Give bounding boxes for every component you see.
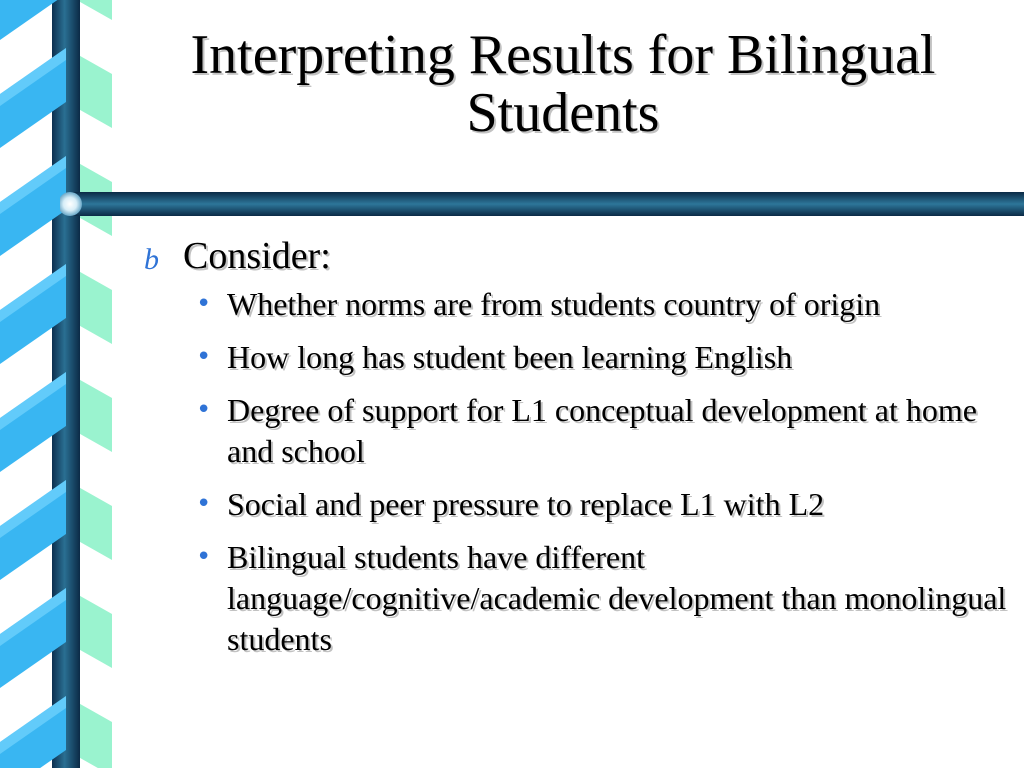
- list-item-text: How long has student been learning English: [227, 339, 793, 375]
- slide-title: Interpreting Results for Bilingual Students: [190, 24, 936, 144]
- curly-bullet-icon: b: [144, 243, 159, 276]
- list-item-text: Bilingual students have different language/cognitive/academic development than monolingual students: [227, 539, 1007, 657]
- bullet-dot-icon: •: [196, 289, 212, 319]
- bullet-consider: [140, 230, 1010, 282]
- title-underline-bar: [60, 190, 1024, 218]
- list-item-text: Whether norms are from students country of origin: [227, 286, 881, 322]
- bullet-dot-icon: •: [196, 542, 212, 572]
- decorative-ribbon: [0, 0, 112, 768]
- bullet-consider-text: Consider:: [183, 235, 331, 277]
- list-item: [140, 337, 1010, 378]
- list-item-text: Social and peer pressure to replace L1 with L2: [227, 486, 825, 522]
- list-item: [140, 537, 1010, 660]
- title-bar: [70, 192, 1024, 216]
- bullet-dot-icon: •: [196, 342, 212, 372]
- list-item-text: Degree of support for L1 conceptual development at home and school: [227, 392, 977, 469]
- list-item: [140, 390, 1010, 472]
- bullet-dot-icon: •: [196, 489, 212, 519]
- list-item: [140, 484, 1010, 525]
- list-item: [140, 284, 1010, 325]
- bullet-dot-icon: •: [196, 395, 212, 425]
- sub-bullet-list: [140, 284, 1010, 660]
- slide-content: [140, 230, 1010, 672]
